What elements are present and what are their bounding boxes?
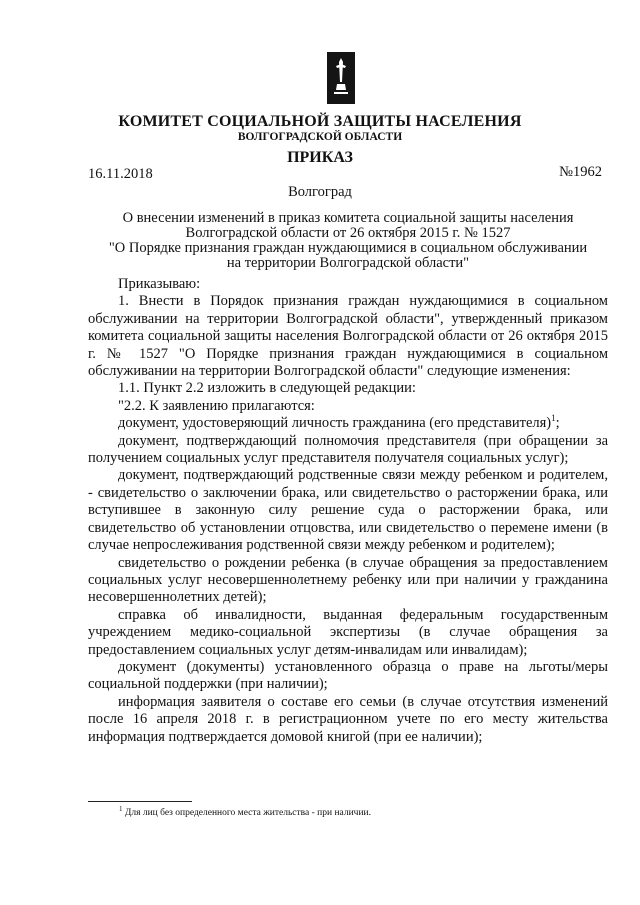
subject-line: "О Порядке признания граждан нуждающимися в социальном обслуживании <box>108 240 588 256</box>
subject-line: Волгоградской области от 26 октября 2015 г. № 1527 <box>185 225 511 241</box>
footnote-ref: 1 <box>551 413 556 424</box>
city: Волгоград <box>288 184 352 200</box>
list-item-family-info: информация заявителя о составе его семьи (в случае отсутствия изменений после 16 апреля 2018 г. в регистрационном учете по его месту жительства информация подтверждается домовой книгой (при ее наличии); <box>88 693 608 745</box>
list-item-kinship-doc: документ, подтверждающий родственные связи между ребенком и родителем, - свидетельство о заключении брака, или свидетельство о расторжении брака, или вступившее в законную силу решение суда о расторжении брака, или свидетельство об установлении отцовства, или свидетельство о перемене имени (в случае непрослеживания родственной связи между ребенком и родителем); <box>88 467 608 554</box>
paragraph-item-1: 1. Внести в Порядок признания граждан нуждающимися в социальном обслуживании на территории Волгоградской области", утвержденный приказом комитета социальной защиты населения Волгоградской области от 26 октября 2015 г. № 1527 "О Порядке признания граждан нуждающимися в социальном обслуживании на территории Волгоградской области" следующие изменения: <box>88 293 608 380</box>
identity-doc-end: ; <box>555 415 560 432</box>
paragraph-item-1-1: 1.1. Пункт 2.2 изложить в следующей редакции: <box>118 380 416 397</box>
list-item-birth-cert: свидетельство о рождении ребенка (в случае обращения за предоставлением социальных услуг несовершеннолетнему ребенку или при наличии у гражданина несовершеннолетних детей); <box>88 554 608 606</box>
order-word: Приказываю: <box>118 276 201 292</box>
document-type: ПРИКАЗ <box>287 149 353 166</box>
footnote-text: Для лиц без определенного места жительства - при наличии. <box>122 808 371 818</box>
list-item-identity-doc <box>88 415 608 432</box>
list-item-disability-cert: справка об инвалидности, выданная федеральным государственным учреждением медико-социальной экспертизы (в случае обращения за предоставлением социальных услуг детям-инвалидам или инвалидам); <box>88 606 608 658</box>
list-item-authority-doc: документ, подтверждающий полномочия представителя (при обращении за получением социальных услуг представителя получателя социальных услуг); <box>88 432 608 467</box>
footnote-mark: 1 <box>119 804 123 813</box>
committee-title: КОМИТЕТ СОЦИАЛЬНОЙ ЗАЩИТЫ НАСЕЛЕНИЯ <box>118 113 522 130</box>
footnote-separator <box>88 801 192 802</box>
identity-doc-text: документ, удостоверяющий личность гражданина (его представителя) <box>118 415 552 432</box>
subject-line: на территории Волгоградской области" <box>226 255 470 271</box>
region-subtitle: ВОЛГОГРАДСКОЙ ОБЛАСТИ <box>237 131 403 143</box>
order-date: 16.11.2018 <box>88 166 153 182</box>
order-body <box>88 276 608 746</box>
subject-line: О внесении изменений в приказ комитета социальной защиты населения <box>122 210 574 226</box>
coat-of-arms-icon <box>327 52 355 104</box>
footnote <box>119 804 371 818</box>
order-number: №1962 <box>559 164 602 180</box>
paragraph-item-2-2: "2.2. К заявлению прилагаются: <box>118 397 315 414</box>
order-subject <box>88 211 608 271</box>
list-item-benefits-doc: документ (документы) установленного образца о праве на льготы/меры социальной поддержки (при наличии); <box>88 658 608 693</box>
